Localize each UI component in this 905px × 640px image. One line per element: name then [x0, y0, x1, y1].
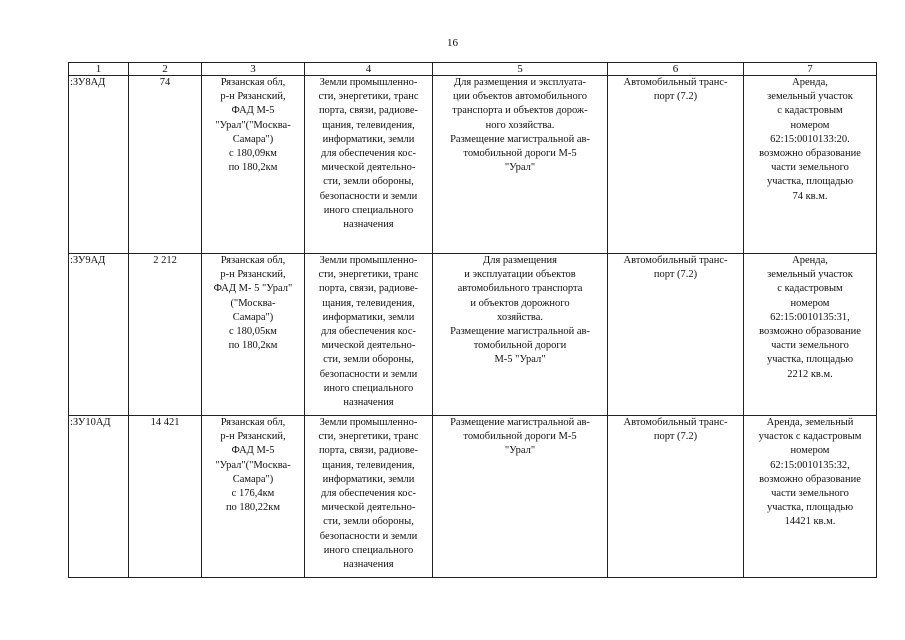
cell-text-line: порта, связи, радиове- — [318, 105, 419, 117]
cell-text-line: Земли промышленно- — [319, 255, 418, 266]
cell-text-line: ФАД М-5 — [231, 105, 275, 117]
cell-text-line: с кадастровым — [777, 283, 843, 295]
permitted-use-cell — [608, 76, 744, 254]
cell-text-line: порта, связи, радиове- — [318, 445, 419, 457]
cell-text-line: порт (7.2) — [653, 269, 698, 281]
cell-text-line: сти, энергетики, транс — [318, 269, 419, 281]
cell-text-line: 62:15:0010133:20. — [770, 133, 850, 145]
land-category-cell — [305, 76, 433, 254]
cell-text-line: назначения — [343, 397, 394, 409]
cell-text-line: части земельного — [771, 340, 849, 352]
column-header: 5 — [433, 63, 608, 76]
cell-text-line: Самара") — [232, 311, 274, 323]
area-cell: 74 — [129, 76, 202, 254]
cell-text-line: возможно образование — [759, 473, 861, 485]
cell-text-line: возможно образование — [759, 326, 861, 338]
cell-text-line: безопасности и земли — [319, 190, 418, 202]
cell-text-line: Рязанская обл, — [220, 255, 286, 266]
cell-text-line: Аренда, — [792, 255, 828, 266]
cell-text-line: порт (7.2) — [653, 431, 698, 443]
cell-text-line: информатики, земли — [322, 473, 415, 485]
cell-text-line: Размещение магистральной ав- — [450, 133, 590, 145]
purpose-cell — [433, 416, 608, 578]
cell-text-line: ного хозяйства. — [485, 119, 555, 131]
cell-text-line: автомобильного транспорта — [457, 283, 583, 295]
cell-text-line: части земельного — [771, 162, 849, 174]
cell-text-line: ФАД М-5 — [231, 445, 275, 457]
cell-text-line: мической деятельно- — [321, 162, 416, 174]
cell-text-line: Размещение магистральной ав- — [450, 326, 590, 338]
cell-text-line: ("Москва- — [230, 297, 276, 309]
cell-text-line: по 180,22км — [225, 502, 281, 514]
right-type-cell — [744, 254, 877, 416]
cell-text-line: безопасности и земли — [319, 368, 418, 380]
cell-text-line: информатики, земли — [322, 133, 415, 145]
cell-text-line: по 180,2км — [228, 162, 278, 174]
cell-text-line: информатики, земли — [322, 311, 415, 323]
cell-text-line: Для размещения — [483, 255, 557, 266]
cell-text-line: мической деятельно- — [321, 340, 416, 352]
cell-text-line: Земли промышленно- — [319, 417, 418, 428]
column-header: 1 — [69, 63, 129, 76]
cell-text-line: Размещение магистральной ав- — [450, 417, 590, 428]
cell-text-line: Рязанская обл, — [220, 417, 286, 428]
cell-text-line: сти, земли обороны, — [323, 176, 414, 188]
cell-text-line: с кадастровым — [777, 105, 843, 117]
cell-text-line: щания, телевидения, — [322, 119, 415, 131]
cell-text-line: и объектов дорожного — [470, 297, 570, 309]
cell-text-line: Аренда, — [792, 77, 828, 88]
cell-text-line: части земельного — [771, 488, 849, 500]
cell-text-line: "Урал" — [504, 445, 536, 457]
location-cell — [202, 254, 305, 416]
table-row — [69, 254, 877, 416]
cell-text-line: р-н Рязанский, — [220, 431, 286, 443]
table-row — [69, 76, 877, 254]
permitted-use-cell — [608, 254, 744, 416]
cell-text-line: номером — [790, 297, 830, 309]
cell-text-line: сти, энергетики, транс — [318, 431, 419, 443]
cell-text-line: иного специального — [323, 544, 414, 556]
cell-text-line: и эксплуатации объектов — [464, 269, 576, 281]
area-cell: 2 212 — [129, 254, 202, 416]
cell-text-line: Автомобильный транс- — [623, 417, 728, 428]
cell-text-line: Рязанская обл, — [220, 77, 286, 88]
area-cell: 14 421 — [129, 416, 202, 578]
cell-text-line: щания, телевидения, — [322, 297, 415, 309]
cell-text-line: М-5 "Урал" — [494, 354, 546, 366]
cell-text-line: 2212 кв.м. — [787, 368, 833, 380]
cell-text-line: порт (7.2) — [653, 91, 698, 103]
cell-text-line: участка, площадью — [766, 354, 854, 366]
cell-text-line: сти, земли обороны, — [323, 516, 414, 528]
cell-text-line: 14421 кв.м. — [784, 516, 836, 528]
location-cell — [202, 416, 305, 578]
cell-text-line: для обеспечения кос- — [321, 326, 416, 338]
header-row — [69, 63, 877, 76]
purpose-cell — [433, 254, 608, 416]
plot-id-cell: :ЗУ9АД — [69, 254, 129, 416]
cell-text-line: сти, земли обороны, — [323, 354, 414, 366]
table-row — [69, 416, 877, 578]
right-type-cell — [744, 76, 877, 254]
right-type-cell — [744, 416, 877, 578]
column-header: 7 — [744, 63, 877, 76]
cell-text-line: Автомобильный транс- — [623, 77, 728, 88]
cell-text-line: с 176,4км — [231, 488, 275, 500]
cell-text-line: транспорта и объектов дорож- — [452, 105, 588, 117]
cell-text-line: порта, связи, радиове- — [318, 283, 419, 295]
cell-text-line: Для размещения и эксплуата- — [454, 77, 586, 88]
plot-id-cell: :ЗУ8АД — [69, 76, 129, 254]
cell-text-line: 74 кв.м. — [792, 190, 828, 202]
plot-id-cell: :ЗУ10АД — [69, 416, 129, 578]
cell-text-line: ФАД М- 5 "Урал" — [213, 283, 293, 295]
cell-text-line: Самара") — [232, 133, 274, 145]
cell-text-line: возможно образование — [759, 148, 861, 160]
cell-text-line: Автомобильный транс- — [623, 255, 728, 266]
cell-text-line: для обеспечения кос- — [321, 148, 416, 160]
cell-text-line: томобильной дороги М-5 — [463, 431, 577, 443]
cell-text-line: номером — [790, 119, 830, 131]
column-header: 2 — [129, 63, 202, 76]
land-plots-table — [68, 62, 877, 578]
cell-text-line: хозяйства. — [496, 311, 544, 323]
cell-text-line: назначения — [343, 559, 394, 571]
cell-text-line: Самара") — [232, 473, 274, 485]
cell-text-line: участка, площадью — [766, 176, 854, 188]
cell-text-line: номером — [790, 445, 830, 457]
cell-text-line: по 180,2км — [228, 340, 278, 352]
cell-text-line: иного специального — [323, 382, 414, 394]
column-header: 3 — [202, 63, 305, 76]
cell-text-line: с 180,05км — [229, 326, 277, 338]
cell-text-line: сти, энергетики, транс — [318, 91, 419, 103]
cell-text-line: "Урал" — [504, 162, 536, 174]
cell-text-line: иного специального — [323, 204, 414, 216]
cell-text-line: Земли промышленно- — [319, 77, 418, 88]
cell-text-line: ции объектов автомобильного — [452, 91, 588, 103]
cell-text-line: с 180,09км — [229, 148, 277, 160]
cell-text-line: р-н Рязанский, — [220, 269, 286, 281]
cell-text-line: томобильной дороги — [473, 340, 567, 352]
cell-text-line: участка, площадью — [766, 502, 854, 514]
cell-text-line: щания, телевидения, — [322, 459, 415, 471]
cell-text-line: 62:15:0010135:31, — [770, 311, 850, 323]
cell-text-line: Аренда, земельный — [766, 417, 854, 428]
column-header: 4 — [305, 63, 433, 76]
cell-text-line: "Урал"("Москва- — [215, 119, 291, 131]
cell-text-line: безопасности и земли — [319, 530, 418, 542]
purpose-cell — [433, 76, 608, 254]
permitted-use-cell — [608, 416, 744, 578]
cell-text-line: участок с кадастровым — [758, 431, 862, 443]
column-header: 6 — [608, 63, 744, 76]
cell-text-line: земельный участок — [767, 269, 853, 281]
location-cell — [202, 76, 305, 254]
cell-text-line: "Урал"("Москва- — [215, 459, 291, 471]
land-category-cell — [305, 416, 433, 578]
cell-text-line: мической деятельно- — [321, 502, 416, 514]
cell-text-line: для обеспечения кос- — [321, 488, 416, 500]
cell-text-line: земельный участок — [767, 91, 853, 103]
land-category-cell — [305, 254, 433, 416]
cell-text-line: 62:15:0010135:32, — [770, 459, 850, 471]
cell-text-line: назначения — [343, 219, 394, 231]
cell-text-line: томобильной дороги М-5 — [463, 148, 577, 160]
page-number: 16 — [447, 37, 458, 49]
cell-text-line: р-н Рязанский, — [220, 91, 286, 103]
